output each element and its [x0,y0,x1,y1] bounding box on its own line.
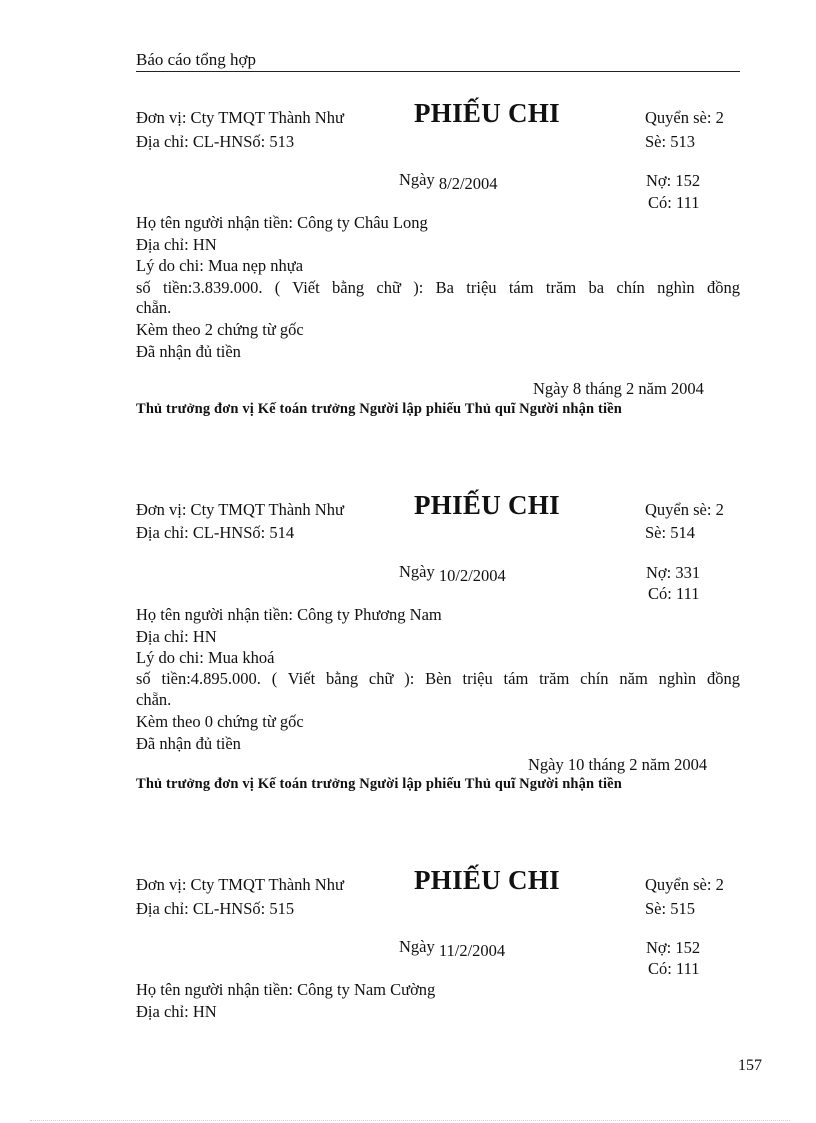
payment-reason: Lý do chi: Mua khoá [136,648,275,667]
voucher-title: PHIẾU CHI [414,98,560,128]
payee-name: Họ tên người nhận tiền: Công ty Phương Nam [136,605,442,624]
voucher-number: Sè: 515 [645,899,695,918]
voucher-date [399,170,498,193]
voucher-number: Sè: 514 [645,523,695,542]
voucher-title: PHIẾU CHI [414,490,560,520]
date-value: 10/2/2004 [438,566,506,585]
amount-in-words-cont: chẵn. [136,690,172,709]
credit-account: Có: 111 [648,959,700,978]
voucher-title: PHIẾU CHI [414,865,560,895]
payee-address: Địa chỉ: HN [136,235,217,254]
payee-address: Địa chỉ: HN [136,1002,217,1021]
voucher-number: Sè: 513 [645,132,695,151]
page-header-title: Báo cáo tổng hợp [136,50,256,69]
debit-account: Nợ: 152 [646,171,701,190]
date-value: 8/2/2004 [438,174,498,193]
date-label: Ngày [399,562,435,581]
unit-label: Đơn vị: Cty TMQT Thành Như [136,108,344,127]
payee-name: Họ tên người nhận tiền: Công ty Châu Long [136,213,428,232]
address-line: Địa chỉ: CL-HNSố: 513 [136,132,295,151]
address-line: Địa chỉ: CL-HNSố: 514 [136,523,295,542]
payment-reason: Lý do chi: Mua nẹp nhựa [136,256,304,275]
date-label: Ngày [399,937,435,956]
signature-roles: Thủ trưởng đơn vị Kế toán trưởng Người lập phiếu Thủ quĩ Người nhận tiền [136,401,622,417]
attachments: Kèm theo 0 chứng từ gốc [136,712,304,731]
date-label: Ngày [399,170,435,189]
unit-label: Đơn vị: Cty TMQT Thành Như [136,500,344,519]
voucher-date [399,562,506,585]
signing-date: Ngày 8 tháng 2 năm 2004 [533,379,704,398]
date-value: 11/2/2004 [438,941,506,960]
unit-label: Đơn vị: Cty TMQT Thành Như [136,875,344,894]
received-note: Đã nhận đủ tiền [136,734,241,753]
payee-name: Họ tên người nhận tiền: Công ty Nam Cường [136,980,436,999]
attachments: Kèm theo 2 chứng từ gốc [136,320,304,339]
debit-account: Nợ: 331 [646,563,701,582]
credit-account: Có: 111 [648,193,700,212]
book-number: Quyển sè: 2 [645,875,724,894]
payee-address: Địa chỉ: HN [136,627,217,646]
amount-in-words: số tiền:4.895.000. ( Viết bằng chữ ): Bèn triệu tám trăm chín năm nghìn đồng [136,669,740,688]
credit-account: Có: 111 [648,584,700,603]
amount-in-words: số tiền:3.839.000. ( Viết bằng chữ ): Ba triệu tám trăm ba chín nghìn đồng [136,278,740,297]
address-line: Địa chỉ: CL-HNSố: 515 [136,899,295,918]
header-divider [136,71,740,72]
voucher-date [399,937,506,960]
signature-roles: Thủ trưởng đơn vị Kế toán trưởng Người lập phiếu Thủ quĩ Người nhận tiền [136,776,622,792]
received-note: Đã nhận đủ tiền [136,342,241,361]
page-bottom-edge [30,1120,790,1121]
debit-account: Nợ: 152 [646,938,701,957]
book-number: Quyển sè: 2 [645,500,724,519]
page-number: 157 [738,1057,762,1074]
amount-in-words-cont: chẵn. [136,298,172,317]
book-number: Quyển sè: 2 [645,108,724,127]
signing-date: Ngày 10 tháng 2 năm 2004 [528,755,708,774]
